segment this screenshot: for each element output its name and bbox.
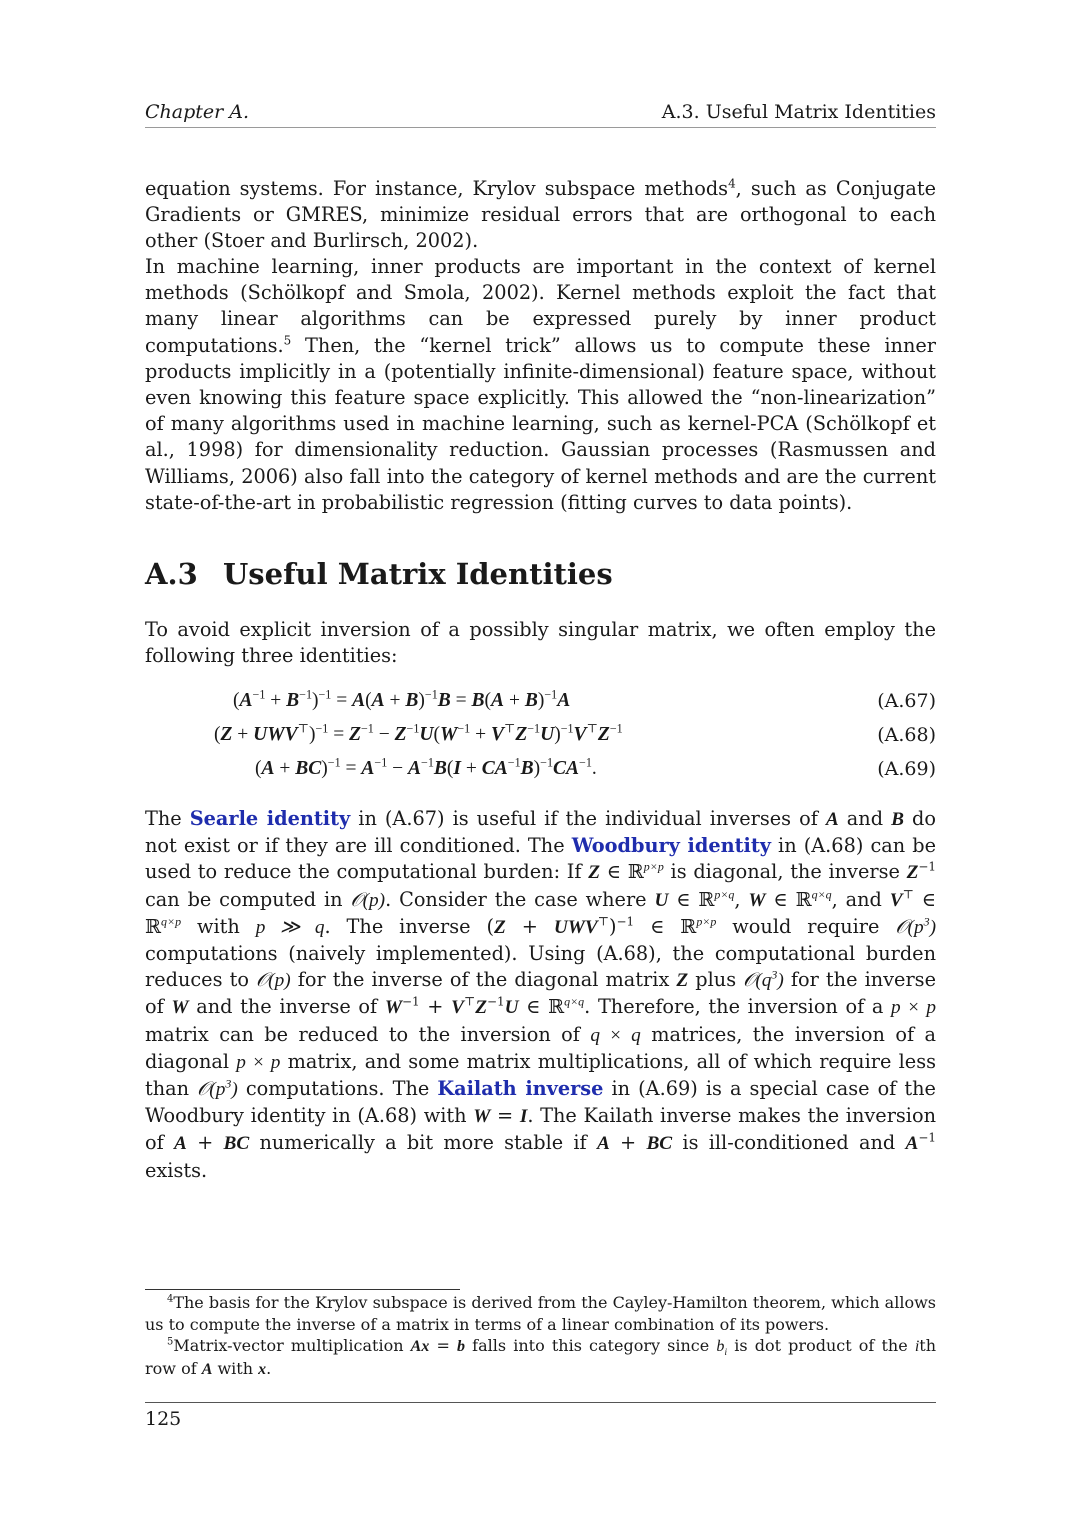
footnote-mark: 4 bbox=[167, 1293, 174, 1305]
equation-number: (A.68) bbox=[877, 724, 936, 746]
text-run: equation systems. For instance, Krylov subspace methods bbox=[145, 177, 729, 200]
equation-a69 bbox=[145, 755, 936, 788]
paragraph-krylov bbox=[145, 176, 936, 255]
page-number: 125 bbox=[145, 1408, 182, 1430]
equation-a68 bbox=[145, 721, 936, 754]
chapter-label: Chapter A. bbox=[145, 101, 250, 123]
paragraph-identities-explained: The Searle identity in (A.67) is useful if the individual inverses of A and B do not exist or if they are ill conditioned. The Woodbury identity in (A.68) can be used to reduce the computational burden: If Z ∈ ℝ$^{p\times p}$ is diagonal, the inverse $Z^{-1}$ can be computed in 𝒪(p). Consider the case where U ∈ ℝ$^{p\times q}$, W ∈ ℝ$^{q\times q}$, and V⊤ ∈ ℝ$^{q\times p}$ with p ≫ q. The inverse $(Z + UWV^⊤)^{-1}$ ∈ ℝ$^{p\times p}$ would require $𝒪(p^3)$ computations (naively implemented). Using (A.68), the computational burden reduces to 𝒪(p) for the inverse of the diagonal matrix Z plus $𝒪(q^3)$ for the inverse of W and the inverse of $W^{-1} + V^⊤Z^{-1}U$ ∈ ℝ$^{q\times q}$. Therefore, the inversion of a p × p matrix can be reduced to the inversion of q × q matrices, the inversion of a diagonal p × p matrix, and some matrix multiplications, all of which require less than $𝒪(p^3)$ computations. The Kailath inverse in (A.69) is a special case of the Woodbury identity in (A.68) with W = I. The Kailath inverse makes the inversion of A + BC numerically a bit more stable if A + BC is ill-conditioned and $A^{-1}$ exists. bbox=[145, 807, 937, 1182]
equation-a67 bbox=[145, 687, 936, 720]
text-run: , such as Conjugate Gradients or GMRES, minimize residual errors that are orthogonal to each other (Stoer and Burlirsch, 2002). bbox=[145, 177, 936, 253]
footnote-5: $^5$Matrix-vector multiplication Ax = b falls into this category since $b_i$ is dot product of the ith row of A with x. bbox=[145, 1336, 937, 1378]
section-heading bbox=[145, 557, 613, 591]
running-header bbox=[145, 101, 936, 128]
equation-math: $(A + BC)^{-1} = A^{-1} - A^{-1}B(I + CA^{-1}B)^{-1}CA^{-1}$. bbox=[255, 755, 597, 779]
text-run: In machine learning, inner products are important in the context of kernel methods (Schölkopf and Smola, 2002). Kernel methods exploit the fact that many linear algorithms can be expressed purely by inner product computations. bbox=[145, 255, 936, 357]
paragraph-intro-identities: To avoid explicit inversion of a possibly singular matrix, we often employ the following three identities: bbox=[145, 618, 936, 668]
section-number: A.3 bbox=[145, 557, 198, 591]
footnote-separator bbox=[145, 1289, 460, 1290]
section-label: A.3. Useful Matrix Identities bbox=[661, 101, 936, 123]
paragraph-kernel-methods bbox=[145, 254, 936, 516]
footnotes bbox=[145, 1292, 936, 1380]
equation-math: $(A^{-1} + B^{-1})^{-1} = A(A + B)^{-1}B = B(A + B)^{-1}A$ bbox=[233, 687, 571, 711]
footnote-mark: 5 bbox=[167, 1336, 174, 1348]
link-kailath-inverse[interactable]: Kailath inverse bbox=[437, 1077, 604, 1101]
equation-number: (A.67) bbox=[877, 690, 936, 712]
link-woodbury-identity[interactable]: Woodbury identity bbox=[571, 834, 771, 858]
section-title: Useful Matrix Identities bbox=[223, 557, 613, 591]
equation-math: $(Z + UWV^⊤)^{-1} = Z^{-1} - Z^{-1}U(W^{-1} + V^⊤Z^{-1}U)^{-1}V^⊤Z^{-1}$ bbox=[214, 721, 623, 745]
equation-number: (A.69) bbox=[877, 758, 936, 780]
footnote-text: The basis for the Krylov subspace is derived from the Cayley-Hamilton theorem, which allows us to compute the inverse of a matrix in terms of a linear combination of its powers. bbox=[145, 1293, 936, 1334]
footer-rule bbox=[145, 1402, 936, 1403]
footnote-ref-5[interactable]: 5 bbox=[283, 333, 292, 348]
link-searle-identity[interactable]: Searle identity bbox=[189, 807, 351, 830]
text-run: Then, the “kernel trick” allows us to compute these inner products implicitly in a (potentially infinite-dimensional) feature space, without even knowing this feature space explicitly. This allowed the “non-linearization” of many algorithms used in machine learning, such as kernel-PCA (Schölkopf et al., 1998) for dimensionality reduction. Gaussian processes (Rasmussen and Williams, 2006) also fall into the category of kernel methods and are the current state-of-the-art in probabilistic regression (fitting curves to data points). bbox=[145, 333, 936, 514]
footnote-4 bbox=[145, 1292, 936, 1335]
footnote-ref-4[interactable]: 4 bbox=[728, 176, 736, 191]
